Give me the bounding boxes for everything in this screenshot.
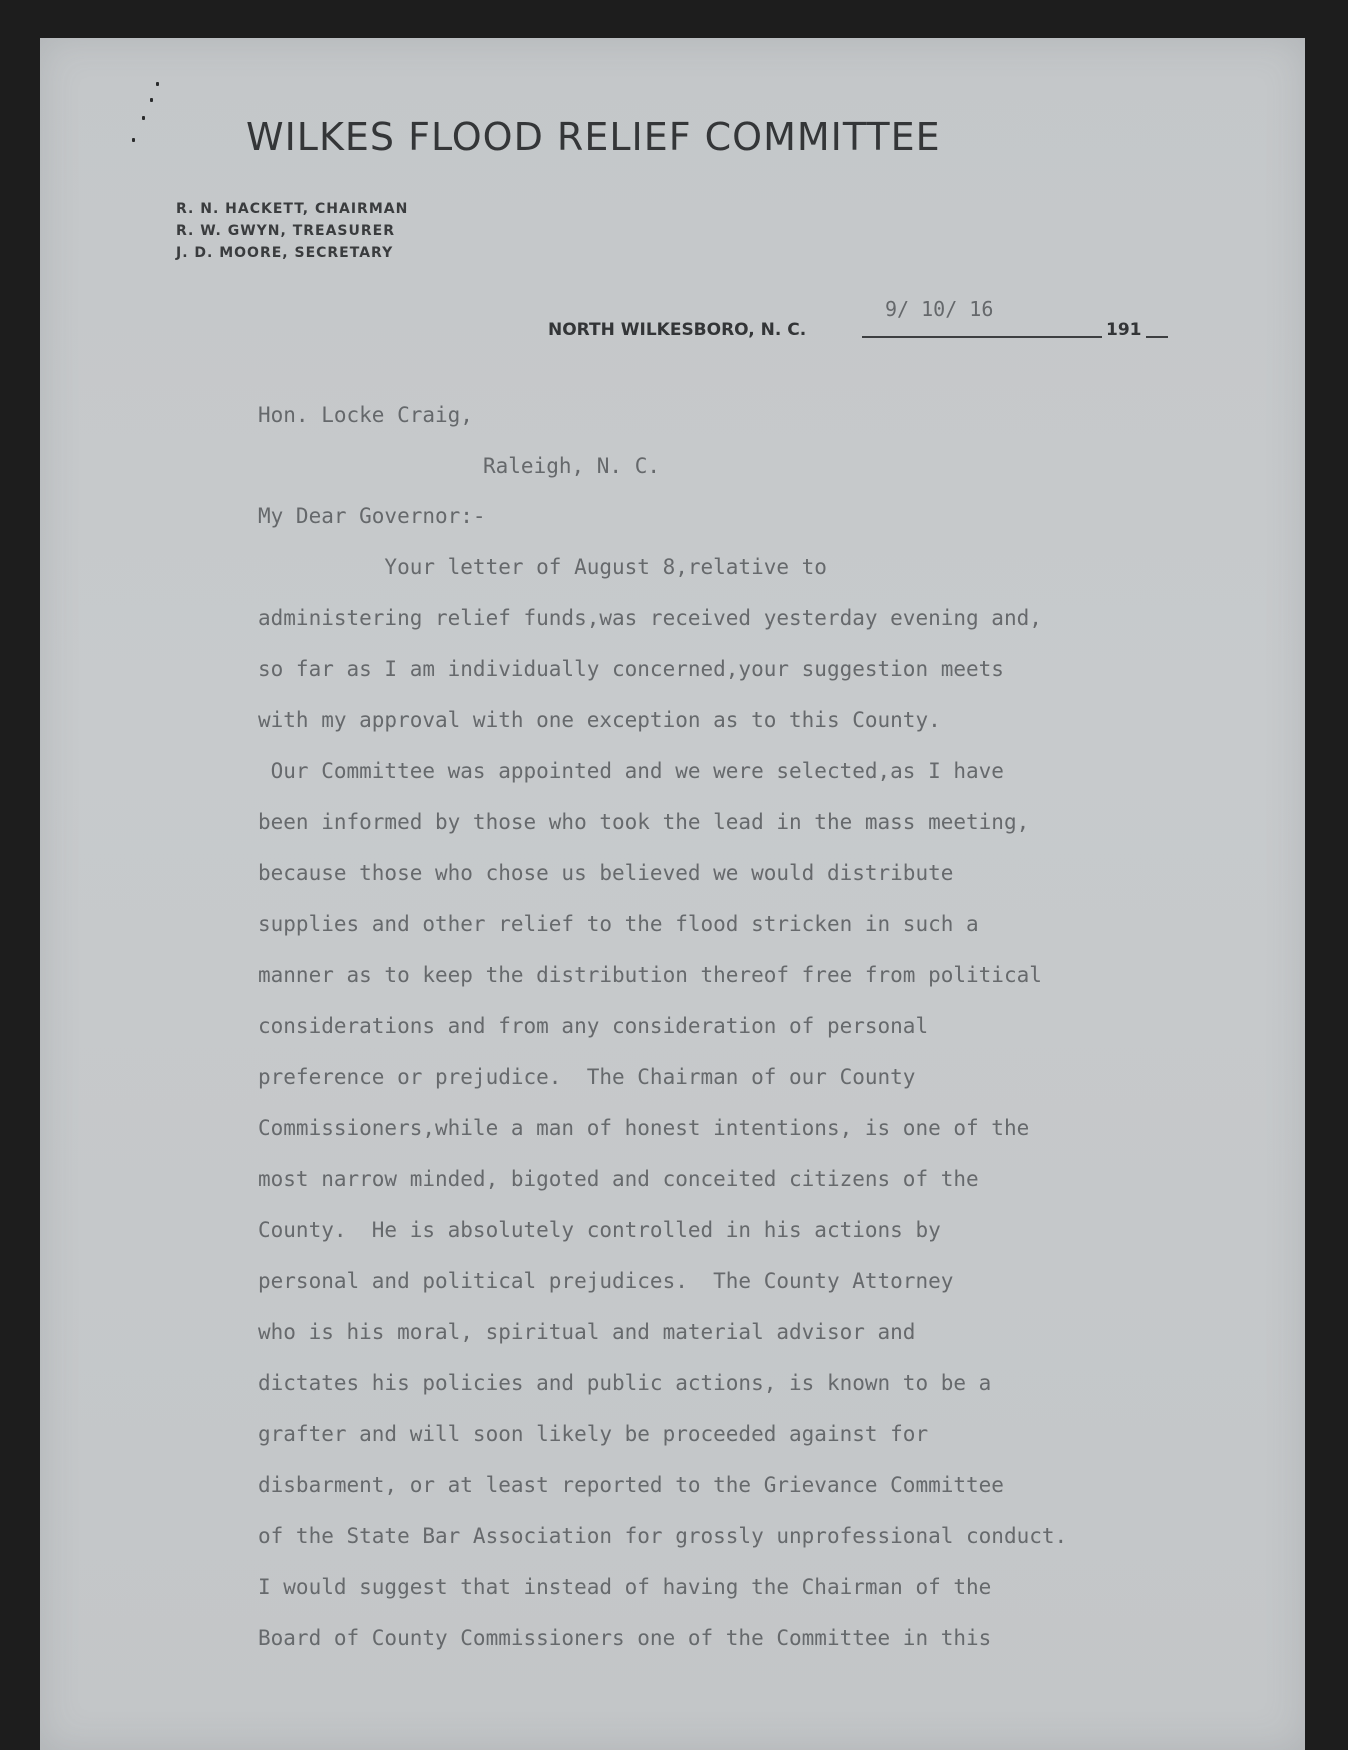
body-line: Our Committee was appointed and we were selected,as I have	[258, 759, 1004, 783]
officer-treasurer: R. W. GWYN, TREASURER	[176, 223, 396, 239]
address-city: Raleigh, N. C.	[483, 454, 661, 478]
letterhead-place: NORTH WILKESBORO, N. C.	[548, 320, 807, 340]
officer-secretary: J. D. MOORE, SECRETARY	[176, 245, 394, 261]
body-line: personal and political prejudices. The County Attorney	[258, 1269, 954, 1293]
year-rule	[1146, 336, 1168, 338]
officer-chairman: R. N. HACKETT, CHAIRMAN	[176, 201, 409, 217]
body-line: considerations and from any consideration of personal	[258, 1014, 929, 1038]
body-line: been informed by those who took the lead in the mass meeting,	[258, 810, 1030, 834]
body-line: Board of County Commissioners one of the Committee in this	[258, 1626, 992, 1650]
body-line: Your letter of August 8,relative to	[258, 555, 827, 579]
body-line: County. He is absolutely controlled in his actions by	[258, 1218, 941, 1242]
body-line: with my approval with one exception as to this County.	[258, 708, 941, 732]
letter-body	[258, 554, 1238, 1676]
date-rule	[862, 336, 1102, 338]
body-line: of the State Bar Association for grossly unprofessional conduct.	[258, 1524, 1068, 1548]
typed-date: 9/ 10/ 16	[885, 297, 994, 321]
body-line: supplies and other relief to the flood stricken in such a	[258, 912, 979, 936]
body-line: dictates his policies and public actions, is known to be a	[258, 1371, 992, 1395]
letterhead-title: WILKES FLOOD RELIEF COMMITTEE	[246, 115, 941, 159]
body-line: I would suggest that instead of having the Chairman of the	[258, 1575, 992, 1599]
body-line: preference or prejudice. The Chairman of our County	[258, 1065, 916, 1089]
body-line: Commissioners,while a man of honest intentions, is one of the	[258, 1116, 1030, 1140]
body-line: manner as to keep the distribution thereof free from political	[258, 963, 1042, 987]
body-line: administering relief funds,was received yesterday evening and,	[258, 606, 1042, 630]
body-line: who is his moral, spiritual and material advisor and	[258, 1320, 916, 1344]
body-line: so far as I am individually concerned,your suggestion meets	[258, 657, 1004, 681]
body-line: most narrow minded, bigoted and conceited citizens of the	[258, 1167, 979, 1191]
officers-list	[176, 198, 408, 264]
body-line: disbarment, or at least reported to the Grievance Committee	[258, 1473, 1004, 1497]
addressee: Hon. Locke Craig,	[258, 403, 473, 427]
body-line: grafter and will soon likely be proceeded against for	[258, 1422, 929, 1446]
salutation: My Dear Governor:-	[258, 504, 486, 528]
body-line: because those who chose us believed we would distribute	[258, 861, 954, 885]
year-prefix: 191	[1106, 320, 1142, 340]
